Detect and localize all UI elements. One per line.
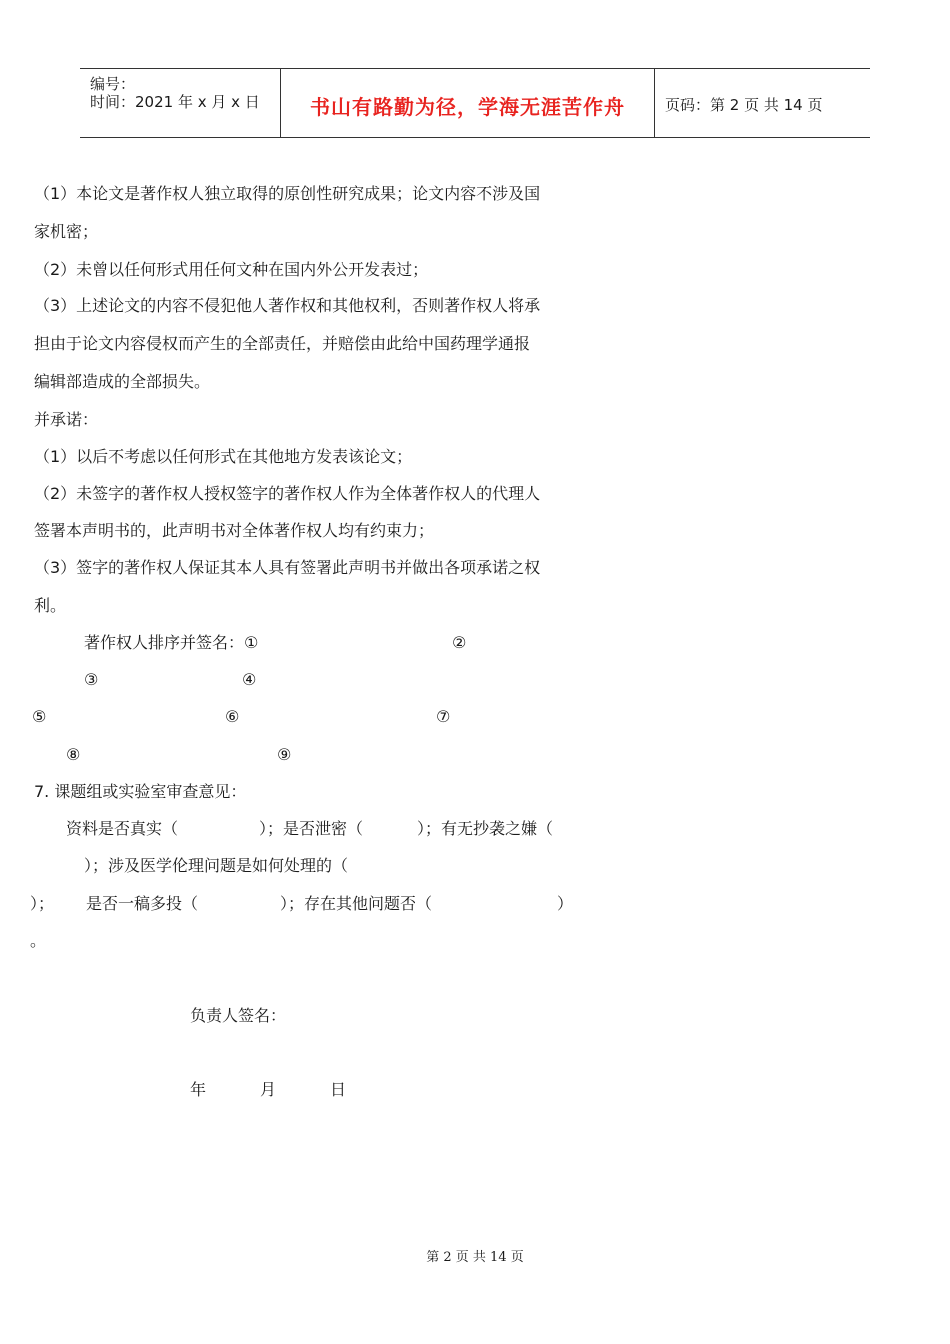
page-footer: 第 2 页 共 14 页 xyxy=(426,1250,524,1265)
date-day-label: 日 xyxy=(330,1080,347,1099)
review-plagiarism: ）；有无抄袭之嫌（ xyxy=(417,819,554,838)
promise-2-line-1: （2）未签字的著作权人授权签字的著作权人作为全体著作权人的代理人 xyxy=(34,484,541,503)
leader-signature-label: 负责人签名： xyxy=(190,1006,287,1025)
promise-2-line-2: 签署本声明书的，此声明书对全体著作权人均有约束力； xyxy=(34,521,435,540)
review-other-issues-close: ） xyxy=(557,894,574,913)
promise-3-line-2: 利。 xyxy=(34,596,67,615)
motto: 书山有路勤为径，学海无涯苦作舟 xyxy=(310,95,625,119)
header-table xyxy=(80,68,870,138)
promise-3-line-1: （3）签字的著作权人保证其本人具有签署此声明书并做出各项承诺之权 xyxy=(34,558,541,577)
review-end-mark: 。 xyxy=(30,931,47,950)
header-middle-cell xyxy=(281,69,655,137)
clause-3-line-2: 担由于论文内容侵权而产生的全部责任，并赔偿由此给中国药理学通报 xyxy=(34,334,531,353)
review-duplicate-submission: 是否一稿多投（ xyxy=(86,894,199,913)
review-ethics: ）；涉及医学伦理问题是如何处理的（ xyxy=(84,856,349,875)
review-ethics-close: ）； xyxy=(30,894,55,913)
review-other-issues: ）；存在其他问题否（ xyxy=(280,894,433,913)
signature-order-label: 著作权人排序并签名：① xyxy=(84,633,259,652)
clause-2: （2）未曾以任何形式用任何文种在国内外公开发表过； xyxy=(34,260,429,279)
signature-slot-6: ⑥ xyxy=(225,707,240,726)
date-month-label: 月 xyxy=(260,1080,277,1099)
clause-1-line-1: （1）本论文是著作权人独立取得的原创性研究成果；论文内容不涉及国 xyxy=(34,184,541,203)
number-label: 编号： xyxy=(90,75,136,93)
signature-slot-3: ③ xyxy=(84,670,99,689)
review-leak: ）；是否泄密（ xyxy=(259,819,364,838)
promise-1: （1）以后不考虑以任何形式在其他地方发表该论文； xyxy=(34,447,413,466)
header-left-cell xyxy=(80,69,281,137)
section-7-heading: 7. 课题组或实验室审查意见： xyxy=(34,782,247,801)
clause-1-line-2: 家机密； xyxy=(34,222,99,241)
page-indicator: 页码：第 2 页 共 14 页 xyxy=(665,96,823,114)
signature-slot-4: ④ xyxy=(242,670,257,689)
signature-slot-5: ⑤ xyxy=(32,707,47,726)
clause-3-line-1: （3）上述论文的内容不侵犯他人著作权和其他权利，否则著作权人将承 xyxy=(34,296,541,315)
signature-slot-2: ② xyxy=(452,633,467,652)
promise-heading: 并承诺： xyxy=(34,410,99,429)
header-right-cell xyxy=(655,69,870,137)
time-label: 时间：2021 年 x 月 x 日 xyxy=(90,93,260,111)
review-truth: 资料是否真实（ xyxy=(66,819,179,838)
signature-slot-7: ⑦ xyxy=(436,707,451,726)
signature-slot-8: ⑧ xyxy=(66,745,81,764)
date-year-label: 年 xyxy=(190,1080,207,1099)
signature-slot-9: ⑨ xyxy=(277,745,292,764)
clause-3-line-3: 编辑部造成的全部损失。 xyxy=(34,372,211,391)
